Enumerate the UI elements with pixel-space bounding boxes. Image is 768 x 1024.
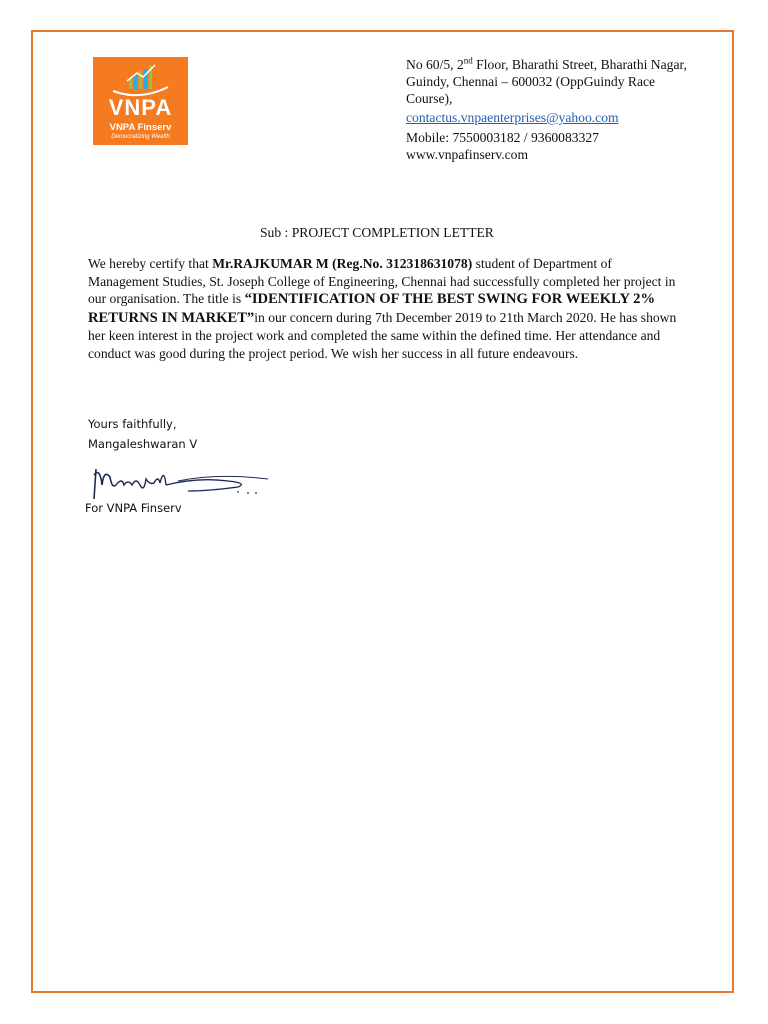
- body-middle: student of Department of Management Studies, St. Joseph College of Engineering, Chennai had successfully completed her project in our organisation. The title is: [88, 256, 676, 307]
- closing-text: Yours faithfully,: [88, 417, 177, 431]
- address-superscript: nd: [463, 55, 473, 66]
- signatory-name: Mangaleshwaran V: [88, 437, 198, 451]
- address-line-start: No 60/5, 2: [406, 57, 464, 72]
- mobile-number: Mobile: 7550003182 / 9360083327: [406, 130, 599, 145]
- signature-block: [85, 417, 348, 515]
- website-url: www.vnpafinserv.com: [406, 147, 529, 162]
- handwritten-signature: [88, 455, 288, 505]
- body-end: in our concern during 7th December 2019 to 21th March 2020. He has shown her keen interest in the project work and completed the same within the defined time. Her attendance and conduct was good during the project period. We wish her success in all future endeavours.: [88, 309, 677, 361]
- logo-tagline: Democratizing Wealth: [111, 134, 170, 140]
- company-sign-line: For VNPA Finserv: [85, 501, 182, 515]
- company-logo: [93, 57, 188, 145]
- email-link[interactable]: contactus.vnpaenterprises@yahoo.com: [406, 110, 619, 125]
- logo-name: VNPA Finserv: [109, 122, 172, 133]
- letter-subject: Sub : PROJECT COMPLETION LETTER: [260, 225, 494, 240]
- letter-body: [88, 255, 680, 363]
- address-line-rest: Floor, Bharathi Street, Bharathi Nagar, Guindy, Chennai – 600032 (OppGuindy Race Course),: [406, 57, 687, 106]
- body-intro: We hereby certify that: [88, 256, 213, 271]
- logo-brand: VNPA: [108, 95, 173, 120]
- student-name: Mr.RAJKUMAR M (Reg.No. 312318631078): [212, 256, 473, 271]
- project-title: “IDENTIFICATION OF THE BEST SWING FOR WEEKLY 2% RETURNS IN MARKET”: [88, 291, 656, 326]
- company-address: [406, 56, 696, 163]
